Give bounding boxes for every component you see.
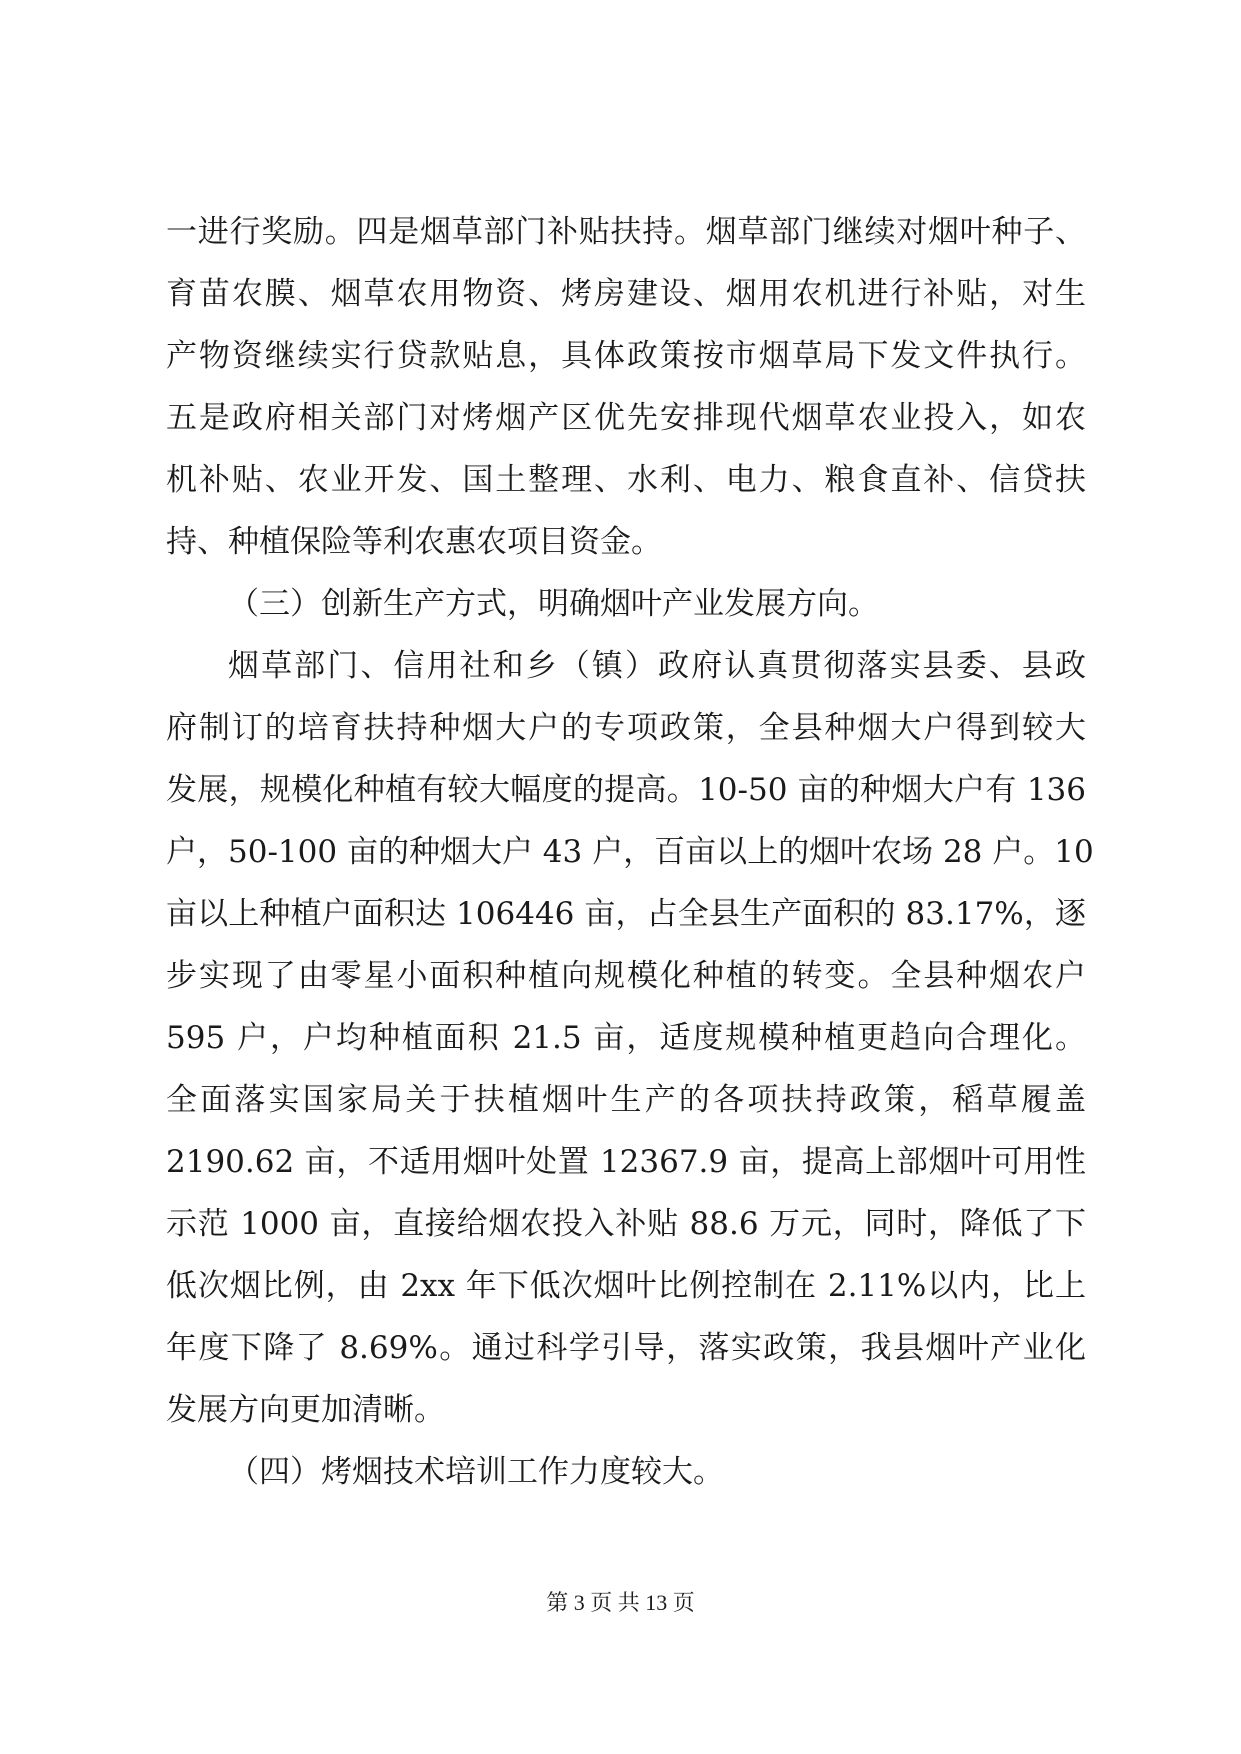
text-line: 发展方向更加清晰。 (166, 1392, 445, 1428)
text-line: 烟草部门、信用社和乡（镇）政府认真贯彻落实县委、县政 (228, 648, 1086, 684)
text-line: 步实现了由零星小面积种植向规模化种植的转变。全县种烟农户 (166, 958, 1086, 994)
page-footer: 第 3 页 共 13 页 (546, 1590, 695, 1615)
text-line: 机补贴、农业开发、国土整理、水利、电力、粮食直补、信贷扶 (166, 462, 1086, 498)
text-line: 全面落实国家局关于扶植烟叶生产的各项扶持政策，稻草履盖 (166, 1082, 1086, 1118)
text-line: 一进行奖励。四是烟草部门补贴扶持。烟草部门继续对烟叶种子、 (166, 214, 1086, 250)
text-line: 育苗农膜、烟草农用物资、烤房建设、烟用农机进行补贴，对生 (166, 276, 1086, 312)
section-heading: （三）创新生产方式，明确烟叶产业发展方向。 (228, 586, 879, 622)
text-line: 户，50-100 亩的种烟大户 43 户，百亩以上的烟叶农场 28 户。10 (166, 834, 1094, 870)
text-line: 产物资继续实行贷款贴息，具体政策按市烟草局下发文件执行。 (166, 338, 1086, 374)
section-heading: （四）烤烟技术培训工作力度较大。 (228, 1454, 724, 1490)
text-line: 595 户，户均种植面积 21.5 亩，适度规模种植更趋向合理化。 (166, 1020, 1086, 1056)
text-line: 示范 1000 亩，直接给烟农投入补贴 88.6 万元，同时，降低了下 (166, 1206, 1086, 1242)
text-line: 发展，规模化种植有较大幅度的提高。10-50 亩的种烟大户有 136 (166, 772, 1086, 808)
text-line: 年度下降了 8.69%。通过科学引导，落实政策，我县烟叶产业化 (166, 1330, 1086, 1366)
text-line: 亩以上种植户面积达 106446 亩，占全县生产面积的 83.17%，逐 (166, 896, 1086, 932)
text-line: 持、种植保险等利农惠农项目资金。 (166, 524, 662, 560)
text-line: 2190.62 亩，不适用烟叶处置 12367.9 亩，提高上部烟叶可用性 (166, 1144, 1086, 1180)
text-line: 五是政府相关部门对烤烟产区优先安排现代烟草农业投入，如农 (166, 400, 1086, 436)
text-line: 府制订的培育扶持种烟大户的专项政策，全县种烟大户得到较大 (166, 710, 1086, 746)
text-line: 低次烟比例，由 2xx 年下低次烟叶比例控制在 2.11%以内，比上 (166, 1268, 1086, 1304)
